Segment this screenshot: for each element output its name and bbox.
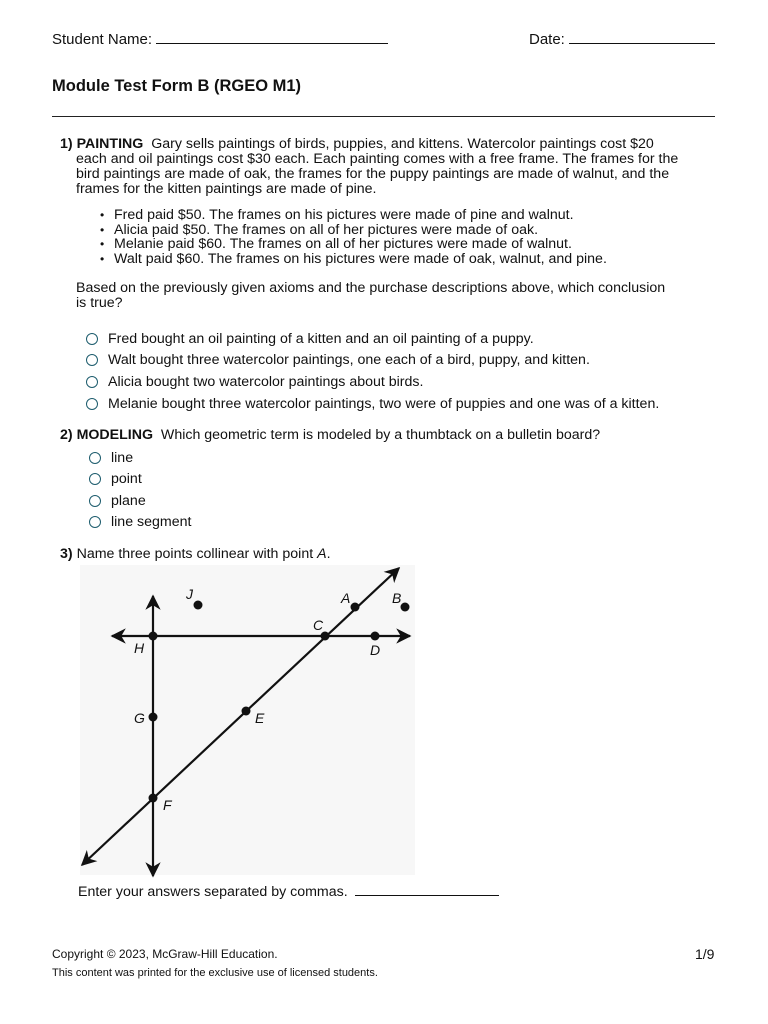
option-label: Fred bought an oil painting of a kitten and an oil painting of a puppy.	[108, 331, 534, 347]
question-2-text: Which geometric term is modeled by a thumbtack on a bulletin board?	[160, 427, 601, 443]
bullet-item: • Fred paid $50. The frames on his pictures were made of pine and walnut.	[100, 208, 720, 223]
date-blank[interactable]	[569, 43, 715, 44]
question-1	[60, 137, 720, 197]
q1-option-1[interactable]	[86, 331, 534, 347]
radio-button[interactable]	[86, 398, 98, 410]
question-1-number: 1)	[60, 136, 73, 152]
answer-blank[interactable]	[355, 895, 499, 896]
date-row	[529, 31, 715, 48]
question-1-line: each and oil paintings cost $30 each. Each painting comes with a free frame. The frames for the	[76, 151, 679, 167]
prompt-line: Based on the previously given axioms and the purchase descriptions above, which conclusion	[76, 280, 666, 296]
label-d: D	[370, 642, 381, 658]
point-j	[194, 601, 203, 610]
question-3-text-end: .	[326, 546, 331, 562]
radio-button[interactable]	[89, 495, 101, 507]
bullet-item: • Alicia paid $50. The frames on all of her pictures were made of oak.	[100, 223, 720, 238]
bullet-item: • Walt paid $60. The frames on his pictures were made of oak, walnut, and pine.	[100, 252, 720, 267]
option-label: point	[111, 471, 142, 487]
radio-button[interactable]	[86, 376, 98, 388]
question-1-keyword: PAINTING	[76, 136, 144, 152]
page-number: 1/9	[695, 946, 715, 962]
figure-background	[80, 565, 415, 875]
option-label: plane	[111, 493, 146, 509]
question-2-number: 2)	[60, 427, 73, 443]
radio-button[interactable]	[86, 354, 98, 366]
point-h	[149, 632, 158, 641]
q2-option-1[interactable]	[89, 450, 133, 466]
q2-option-4[interactable]	[89, 514, 191, 530]
question-3-number: 3)	[60, 546, 73, 562]
question-1-line: bird paintings are made of oak, the frames for the puppy paintings are made of walnut, and the	[76, 166, 670, 182]
radio-button[interactable]	[89, 516, 101, 528]
label-c: C	[313, 617, 324, 633]
q1-option-3[interactable]	[86, 374, 423, 390]
copyright: Copyright © 2023, McGraw-Hill Education.	[52, 947, 278, 961]
point-g	[149, 713, 158, 722]
label-g: G	[134, 710, 145, 726]
option-label: line segment	[111, 514, 192, 530]
date-label: Date:	[529, 31, 565, 48]
point-e	[242, 707, 251, 716]
page-title: Module Test Form B (RGEO M1)	[52, 77, 302, 95]
q2-option-2[interactable]	[89, 471, 142, 487]
question-2-keyword: MODELING	[76, 427, 154, 443]
option-label: Alicia bought two watercolor paintings about birds.	[108, 374, 424, 390]
q1-option-2[interactable]	[86, 352, 590, 368]
question-2	[60, 428, 720, 443]
radio-button[interactable]	[89, 473, 101, 485]
point-d	[371, 632, 380, 641]
student-name-label: Student Name:	[52, 31, 153, 48]
title-divider	[52, 116, 715, 117]
label-a: A	[341, 590, 351, 606]
option-label: line	[111, 450, 134, 466]
student-name-row	[52, 31, 388, 48]
q2-option-3[interactable]	[89, 493, 146, 509]
point-f	[149, 794, 158, 803]
answer-prompt: Enter your answers separated by commas.	[78, 884, 348, 900]
radio-button[interactable]	[89, 452, 101, 464]
option-label: Walt bought three watercolor paintings, one each of a bird, puppy, and kitten.	[108, 352, 590, 368]
question-1-line: frames for the kitten paintings are made of pine.	[76, 181, 377, 197]
question-3-point: A	[317, 546, 327, 562]
question-1-line: Gary sells paintings of birds, puppies, and kittens. Watercolor paintings cost $20	[151, 136, 654, 152]
prompt-line: is true?	[76, 295, 123, 311]
question-1-prompt	[76, 281, 726, 311]
radio-button[interactable]	[86, 333, 98, 345]
answer-row	[78, 885, 499, 900]
label-e: E	[255, 710, 265, 726]
point-b	[401, 603, 410, 612]
bullet-item: • Melanie paid $60. The frames on all of her pictures were made of walnut.	[100, 237, 720, 252]
label-b: B	[392, 590, 402, 606]
license-note: This content was printed for the exclusive use of licensed students.	[52, 967, 378, 979]
label-j: J	[186, 586, 193, 602]
question-3-text: Name three points collinear with point	[76, 546, 318, 562]
point-a	[351, 603, 360, 612]
q1-option-4[interactable]	[86, 396, 659, 412]
student-name-blank[interactable]	[156, 43, 388, 44]
geometry-figure	[70, 560, 420, 880]
option-label: Melanie bought three watercolor paintings, two were of puppies and one was of a kitten.	[108, 396, 660, 412]
label-h: H	[134, 640, 145, 656]
question-1-bullets	[100, 208, 720, 266]
label-f: F	[163, 797, 172, 813]
